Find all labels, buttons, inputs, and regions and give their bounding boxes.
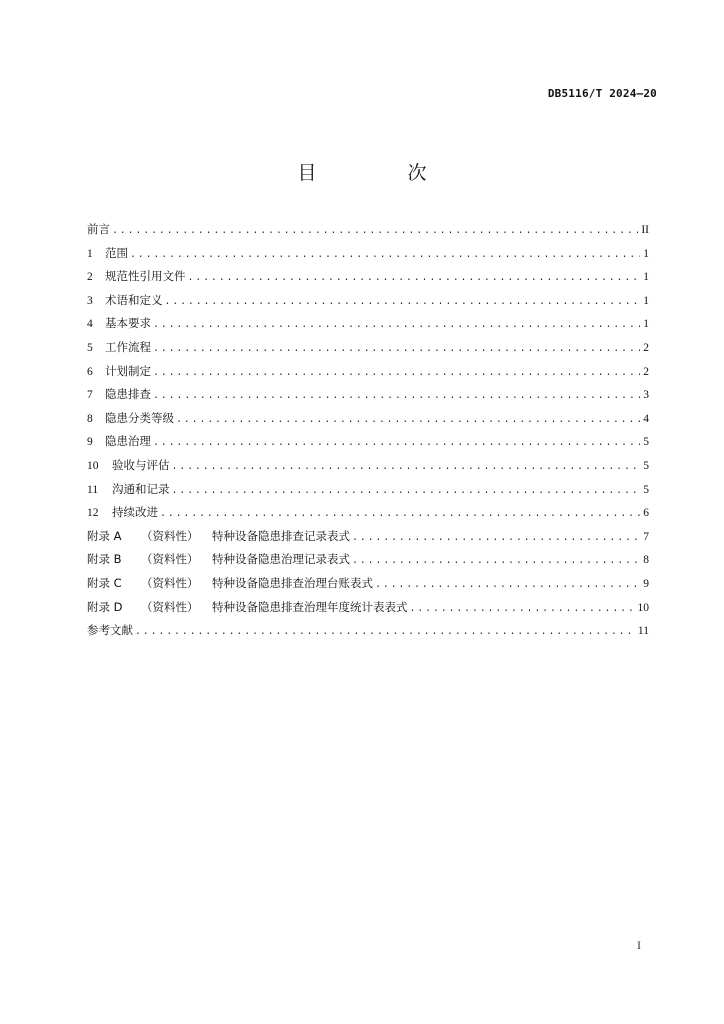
toc-entry-clause-10[interactable] (87, 454, 649, 478)
toc-leader-dots (160, 503, 640, 527)
toc-entry-annex-d[interactable] (87, 596, 649, 620)
toc-entry-label: 特种设备隐患治理记录表式 (212, 552, 350, 567)
toc-entry-page: 5 (643, 436, 649, 449)
toc-entry-page: 11 (637, 625, 649, 638)
toc-entry-label: 特种设备隐患排查治理台账表式 (212, 575, 373, 590)
toc-leader-dots (153, 385, 640, 409)
toc-entry-number: 3 (87, 294, 93, 307)
toc-entry-label: 工作流程 (105, 339, 151, 354)
toc-entry-page: 10 (637, 601, 649, 614)
toc-entry-number: 9 (87, 436, 93, 449)
toc-entry-label: 计划制定 (105, 363, 151, 378)
toc-entry-label: 隐患分类等级 (105, 410, 174, 425)
toc-leader-dots (112, 220, 638, 244)
toc-leader-dots (153, 314, 640, 338)
toc-annex-nature: （资料性） (141, 528, 199, 543)
toc-leader-dots (188, 267, 641, 291)
toc-entry-page: 1 (643, 271, 649, 284)
toc-entry-number: 10 (87, 459, 99, 472)
toc-entry-page: 2 (643, 365, 649, 378)
toc-annex-prefix: 附录 B (87, 552, 122, 567)
toc-entry-number: 8 (87, 412, 93, 425)
toc-entry-clause-11[interactable] (87, 478, 649, 502)
toc-entry-page: 7 (643, 530, 649, 543)
toc-entry-clause-3[interactable] (87, 289, 649, 313)
toc-annex-nature: （资料性） (141, 552, 199, 567)
toc-entry-references[interactable] (87, 619, 649, 643)
toc-entry-label: 基本要求 (105, 316, 151, 331)
toc-entry-number: 12 (87, 507, 99, 520)
toc-leader-dots (410, 598, 635, 622)
toc-entry-label: 沟通和记录 (112, 481, 170, 496)
toc-entry-page: 4 (643, 412, 649, 425)
toc-entry-page: 1 (643, 318, 649, 331)
toc-entry-number: 6 (87, 365, 93, 378)
toc-entry-clause-9[interactable] (87, 430, 649, 454)
toc-entry-page: 8 (643, 554, 649, 567)
toc-leader-dots (352, 527, 640, 551)
toc-entry-label: 术语和定义 (105, 292, 163, 307)
toc-entry-number: 1 (87, 247, 93, 260)
toc-leader-dots (172, 480, 641, 504)
toc-annex-prefix: 附录 C (87, 575, 122, 590)
toc-entry-label: 参考文献 (87, 623, 133, 638)
toc-entry-label: 规范性引用文件 (105, 269, 186, 284)
toc-entry-annex-a[interactable] (87, 525, 649, 549)
toc-leader-dots (153, 362, 640, 386)
toc-entry-label: 持续改进 (112, 505, 158, 520)
toc-annex-prefix: 附录 D (87, 599, 123, 614)
toc-entry-page: 9 (643, 577, 649, 590)
toc-leader-dots (352, 550, 640, 574)
toc-entry-foreword[interactable] (87, 218, 649, 242)
toc-entry-clause-7[interactable] (87, 383, 649, 407)
toc-entry-page: 2 (643, 341, 649, 354)
toc-entry-label: 特种设备隐患排查治理年度统计表表式 (212, 599, 408, 614)
toc-entry-label: 隐患治理 (105, 434, 151, 449)
toc-entry-page: 1 (643, 247, 649, 260)
toc-entry-clause-12[interactable] (87, 501, 649, 525)
toc-leader-dots (375, 574, 640, 598)
toc-leader-dots (172, 456, 641, 480)
toc-leader-dots (130, 244, 640, 268)
toc-entry-clause-4[interactable] (87, 312, 649, 336)
toc-entry-page: 1 (643, 294, 649, 307)
toc-entry-number: 11 (87, 483, 99, 496)
toc-entry-annex-b[interactable] (87, 548, 649, 572)
toc-list (87, 218, 649, 643)
toc-entry-page: 5 (643, 483, 649, 496)
toc-entry-label: 验收与评估 (112, 457, 170, 472)
toc-entry-number: 2 (87, 271, 93, 284)
toc-entry-annex-c[interactable] (87, 572, 649, 596)
toc-entry-number: 4 (87, 318, 93, 331)
toc-entry-clause-6[interactable] (87, 360, 649, 384)
toc-entry-number: 7 (87, 389, 93, 402)
toc-entry-label: 范围 (105, 245, 128, 260)
toc-entry-clause-5[interactable] (87, 336, 649, 360)
toc-entry-label: 前言 (87, 222, 110, 236)
document-code: DB5116/T 2024—20 (547, 87, 657, 100)
page-number: I (637, 940, 641, 952)
toc-leader-dots (165, 291, 641, 315)
toc-entry-number: 5 (87, 341, 93, 354)
toc-leader-dots (135, 621, 635, 645)
toc-leader-dots (153, 432, 640, 456)
toc-entry-page: 3 (643, 389, 649, 402)
toc-entry-clause-2[interactable] (87, 265, 649, 289)
toc-leader-dots (153, 338, 640, 362)
toc-entry-page: II (641, 224, 649, 236)
toc-annex-prefix: 附录 A (87, 528, 122, 543)
toc-annex-nature: （资料性） (141, 575, 199, 590)
toc-annex-nature: （资料性） (141, 599, 199, 614)
toc-entry-label: 隐患排查 (105, 387, 151, 402)
toc-entry-label: 特种设备隐患排查记录表式 (212, 528, 350, 543)
toc-entry-page: 5 (643, 459, 649, 472)
toc-entry-clause-8[interactable] (87, 407, 649, 431)
toc-title: 目 次 (297, 162, 463, 184)
toc-entry-page: 6 (643, 507, 649, 520)
toc-entry-clause-1[interactable] (87, 242, 649, 266)
toc-leader-dots (176, 409, 640, 433)
